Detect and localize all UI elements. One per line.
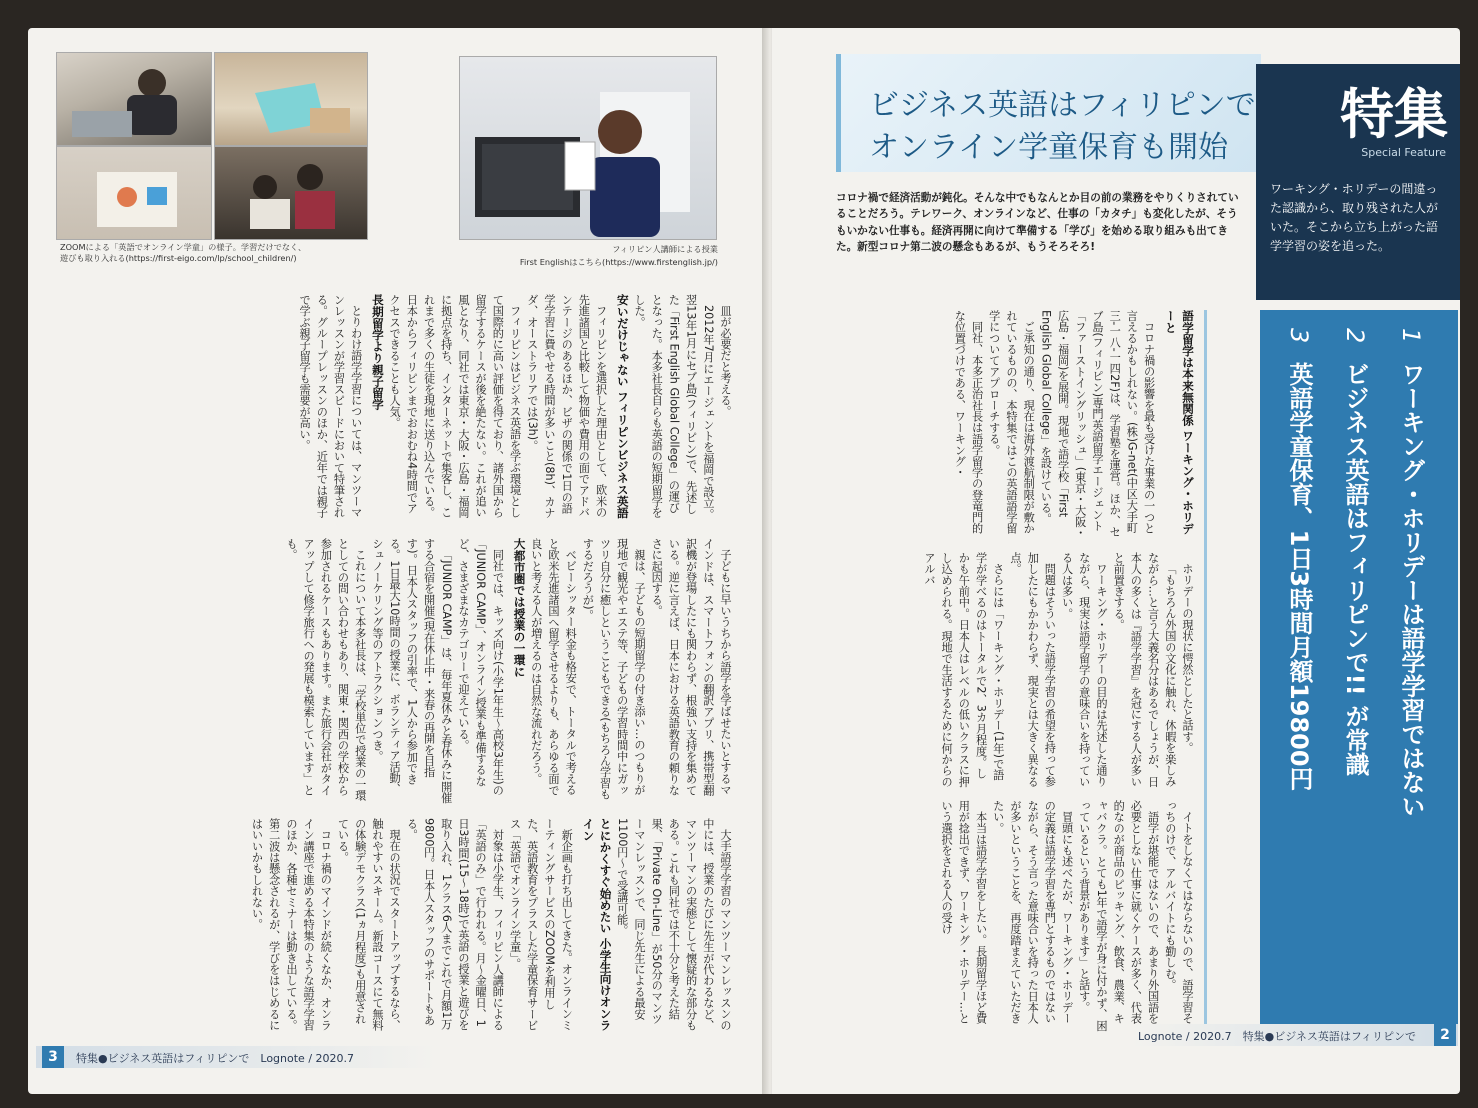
photo-caption-firstenglish: First Englishはこちら(https://www.firstenglish.jp/) bbox=[519, 257, 718, 267]
page-number: 2 bbox=[1434, 1024, 1456, 1046]
paragraph: 本当は語学学習をしたい。長期留学ほど費用が捻出できず、ワーキング・ホリデー…という選択をされる人の受け bbox=[940, 800, 988, 1024]
right-middle-body bbox=[826, 552, 1196, 788]
teacher-illustration bbox=[460, 57, 716, 239]
paragraph: 対象は小学生、フィリピン人講師による「英語のみ」で行われる。月〜金曜日、1日3時間(15〜18時)で英語の授業と遊びを取り入れ、1クラス6人までこれで月額1万9800円。日本人スタッフのサポートもある。 bbox=[405, 818, 505, 1031]
divider-line bbox=[1204, 310, 1207, 1030]
left-middle-body bbox=[58, 538, 734, 804]
paragraph: 2012年7月にエージェントを福岡で設立。翌13年1月にセブ島(フィリピン)で、先述した「First English Global College」の運びとなった。本多社長自らも英語の短期留学をした。 bbox=[632, 294, 715, 520]
lead-text: コロナ禍で経済活動が鈍化。そんな中でもなんとか目の前の業務をやりくりされていることだろう。テレワーク、オンラインなど、仕事の「カタチ」も変化したが、そうもいかない仕事も。経済再開に向けて準備する「学び」を始める取り組みも出てきた。新型コロナ第二波の懸念もあるが、もうそろそろ! bbox=[836, 192, 1239, 254]
photo-origami bbox=[214, 52, 368, 146]
paragraph: 同社では、キッズ向け(小学1年生〜高校3年生)の「JUNIOR CAMP」、オンライン授業も準備するなど、さまざまなカテゴリーで迎えている。 bbox=[456, 538, 505, 797]
left-lower-body bbox=[58, 818, 734, 1032]
subheading: とにかくすぐ始めたい 小学生向けオンライン bbox=[581, 818, 613, 1031]
right-lower-body bbox=[826, 800, 1196, 1032]
point-1-text: ワーキング・ホリデーは語学学習ではない bbox=[1397, 361, 1425, 818]
origami-illustration bbox=[215, 53, 367, 145]
footer-text: Lognote / 2020.7 特集●ビジネス英語はフィリピンで bbox=[1138, 1030, 1417, 1043]
tokushu-description: ワーキング・ホリデーの間違った認識から、取り残された人がいた。そこから立ち上がった語学学習の姿を追った。 bbox=[1270, 182, 1439, 253]
right-page bbox=[772, 28, 1460, 1094]
paragraph: 現在の状況でスタートアップするなら、触れやすいスキーム。新設コースにて無料の体験デモクラス(1ヵ月程度)も用意されている。 bbox=[336, 818, 402, 1031]
point-3 bbox=[1282, 328, 1317, 1028]
paragraph: ご承知の通り、現在は海外渡航制限が敷かれているものの、本特集ではこの英語語学留学についてアプローチする。 bbox=[987, 310, 1036, 534]
left-upper-body bbox=[58, 294, 734, 524]
subheading: 大都市圏では授業の一環に bbox=[512, 538, 527, 678]
paragraph: 冒頭にも述べたが、ワーキング・ホリデーの定義は語学学習を専門とするものではないながら、そう言った意味合いを持った日本人が多いということを、再度踏まえていただきたい。 bbox=[991, 800, 1074, 1024]
paragraph: 「もちろん外国の文化に触れ、休暇を楽しみながら…と言う大義名分はあるでしょうが、日本人の多くは『語学学習』を冠にする人が多いと前置きする。 bbox=[1112, 552, 1177, 788]
paragraph: フィリピンを選択した理由として、欧米の先進諸国と比較して物価や費用の面でアドバンテージのあるほか、ビザの関係で1日の語学学習に費やせる時間が多いこと(8h)、カナダ、オーストラリアでは(3h)。 bbox=[525, 294, 608, 519]
paragraph: ワーキング・ホリデーの目的は先述した通りながら、現実は語学留学の意味合いを持っている人は多い。 bbox=[1060, 552, 1108, 788]
paragraph: とりわけ語学学習については、マンツーマンレッスンが学習スピードにおいて特筆される。グループレッスンのほか、近年では親子で学ぶ親子留学も需要が高い。 bbox=[298, 294, 363, 518]
key-points-box bbox=[1260, 310, 1458, 1030]
photo-drawing bbox=[56, 146, 212, 240]
point-1-number: 1 bbox=[1397, 328, 1425, 344]
paragraph: ホリデーの現状に愕然としたと話す。 bbox=[1181, 563, 1194, 754]
point-2 bbox=[1338, 328, 1373, 1028]
headline-line-2: オンライン学童保育も開始 bbox=[869, 130, 1229, 165]
paragraph: 同社、本多正治社長は語学留学の登竜門的な位置づけである、ワーキング・ bbox=[953, 310, 984, 534]
paragraph: 皿が必要だと考える。 bbox=[719, 305, 732, 418]
paragraph: 子どもに早いうちから語学を学ばせたいとするマインドは、スマートフォンの翻訳アプリ、携帯型翻訳機が登場したにも関わらず、根強い支持を集めている。逆に言えば、日本における英語教育の頼りなさに起因する。 bbox=[650, 538, 732, 796]
photo-child-laptop bbox=[56, 52, 212, 146]
point-1 bbox=[1394, 328, 1429, 1028]
headline-box bbox=[836, 54, 1261, 172]
paragraph: コロナ禍のマインドが続くなか、オンライン講座で進める本特集のような語学学習のほか、各種セミナーは動き出している。第二波は懸念されるが、学びをはじめるにはいいかもしれない。 bbox=[250, 818, 333, 1031]
photo-caption-teacher: フィリピン人講師による授業 bbox=[612, 244, 718, 254]
subheading: 長期留学より親子留学 bbox=[370, 294, 385, 410]
point-2-number: 2 bbox=[1341, 328, 1369, 344]
paragraph: 問題はそういった語学学習の希望を持って参加したにもかかわらず、現実とは大きく異なる点。 bbox=[1008, 552, 1057, 788]
photo-caption-zoom: ZOOMによる「英語でオンライン学童」の様子。学習だけでなく、遊びも取り入れる(https://first-eigo.com/lp/school_children/) bbox=[60, 242, 307, 263]
paragraph: イトをしなくてはならないので、語学習そっちのけで、アルバイトにも勤しむ。 bbox=[1163, 800, 1194, 1024]
left-page bbox=[28, 28, 766, 1094]
subheading: 語学留学は本来無関係 ワーキング・ホリデーと bbox=[1163, 310, 1195, 535]
subheading: 安いだけじゃない フィリピンビジネス英語 bbox=[615, 294, 630, 519]
point-3-number: 3 bbox=[1285, 328, 1313, 344]
paragraph: さらには「ワーキング・ホリデー(1年)で語学が学べるのはトータルで2、3カ月程度。しかも午前中。日本人はレベルの低いクラスに押し込められる。現地で生活するために何からのアルバ bbox=[922, 552, 1005, 788]
page-number: 3 bbox=[42, 1046, 64, 1068]
tokushu-title: 特集 bbox=[1340, 83, 1448, 146]
photo-children-tablet bbox=[214, 146, 368, 240]
footer-text: 特集●ビジネス英語はフィリピンで Lognote / 2020.7 bbox=[76, 1052, 355, 1065]
tokushu-english: Special Feature bbox=[1361, 146, 1446, 159]
paragraph: 新企画も打ち出してきた。オンラインミーティングサービスのZOOMを利用した、英語教育をプラスした学童保育サービス「英語でオンライン学童」。 bbox=[508, 818, 574, 1031]
point-3-text: 英語学童保育、1日3時間月額19800円 bbox=[1285, 361, 1313, 791]
tokushu-box bbox=[1256, 64, 1460, 300]
paragraph: 親は、子どもの短期留学の付き添い…のつもりが現地で観光やエステ等、子どもの学習時間中にガッツリ自分に癒しということもできる(もちろん学習もするだろうが)。 bbox=[581, 538, 646, 800]
paragraph: コロナ禍の影響を最も受けた事業の一つと言えるかもしれない。(株)G-net(中区大手町三-一八-一四2F)は、学習塾を運営。ほか、セブ島(フィリピン)専門英語留学エージェント「ファーストイングリッシュ」(東京・大阪・広島・福岡)を展開。現地で語学校「First English Global College」を設けている。 bbox=[1039, 310, 1156, 539]
children-tablet-illustration bbox=[215, 147, 367, 239]
paragraph: 「JUNIOR CAMP」は、毎年夏休みと春休みに開催する合宿を開催(現在休止中・来春の再開を目指す)。日本人スタッフの引率で、1人から参加できる。1日最大10時間の授業に、ボランティア活動、シュノーケリング等のアトラクションつき。 bbox=[370, 538, 453, 804]
paragraph: ベビーシッター料金も格安で、トータルで考えると欧米先進諸国へ留学させるよりも、あらゆる面で良いと考える人が増えるのは自然な流れだろう。 bbox=[529, 538, 578, 796]
headline-line-1: ビジネス英語はフィリピンで bbox=[869, 88, 1256, 123]
paragraph: 大手語学学習のマンツーマンレッスンの中には、授業のたびに先生が代わるなど、マンツーマンの実態として懐疑的な部分もある。これも同社では不十分と考えた結果、「Private On-Line」が50分のマンツーマンレッスンで、同じ先生による最安1100円〜で受講可能。 bbox=[615, 818, 732, 1031]
drawing-illustration bbox=[57, 147, 211, 239]
photo-teacher bbox=[459, 56, 717, 240]
paragraph: これについて本多社長は、「学校単位で授業の一環としての問い合わせもあり、関東・関西の学校から参加されるケースもあります。また旅行会社がタイアップして修学旅行への発展も模索しています」とも。 bbox=[284, 538, 367, 802]
right-upper-body bbox=[826, 310, 1196, 540]
paragraph: 語学が堪能ではないので、あまり外国語を必要としない仕事に就くケースが多く、代表的なのが商品のピッキング、飲食、農業、キャバクラ。とても1年で語学が身に付かず、困っているという背景があります」と話す。 bbox=[1077, 800, 1160, 1032]
point-2-text: ビジネス英語はフィリピンで!! が常識 bbox=[1341, 361, 1369, 776]
paragraph: フィリピンはビジネス英語を学ぶ環境として国際的に高い評価を得ており、諸外国から留学するケースが後を絶たない。これが追い風となり、同社では東京・大阪・広島・福岡に拠点を持ち、インターネットで集客し、これまで多くの生徒を現地に送り込んでいる。日本からフィリピンまでおおむね4時間でアクセスできることも人気。 bbox=[388, 294, 522, 518]
child-laptop-illustration bbox=[57, 53, 211, 145]
